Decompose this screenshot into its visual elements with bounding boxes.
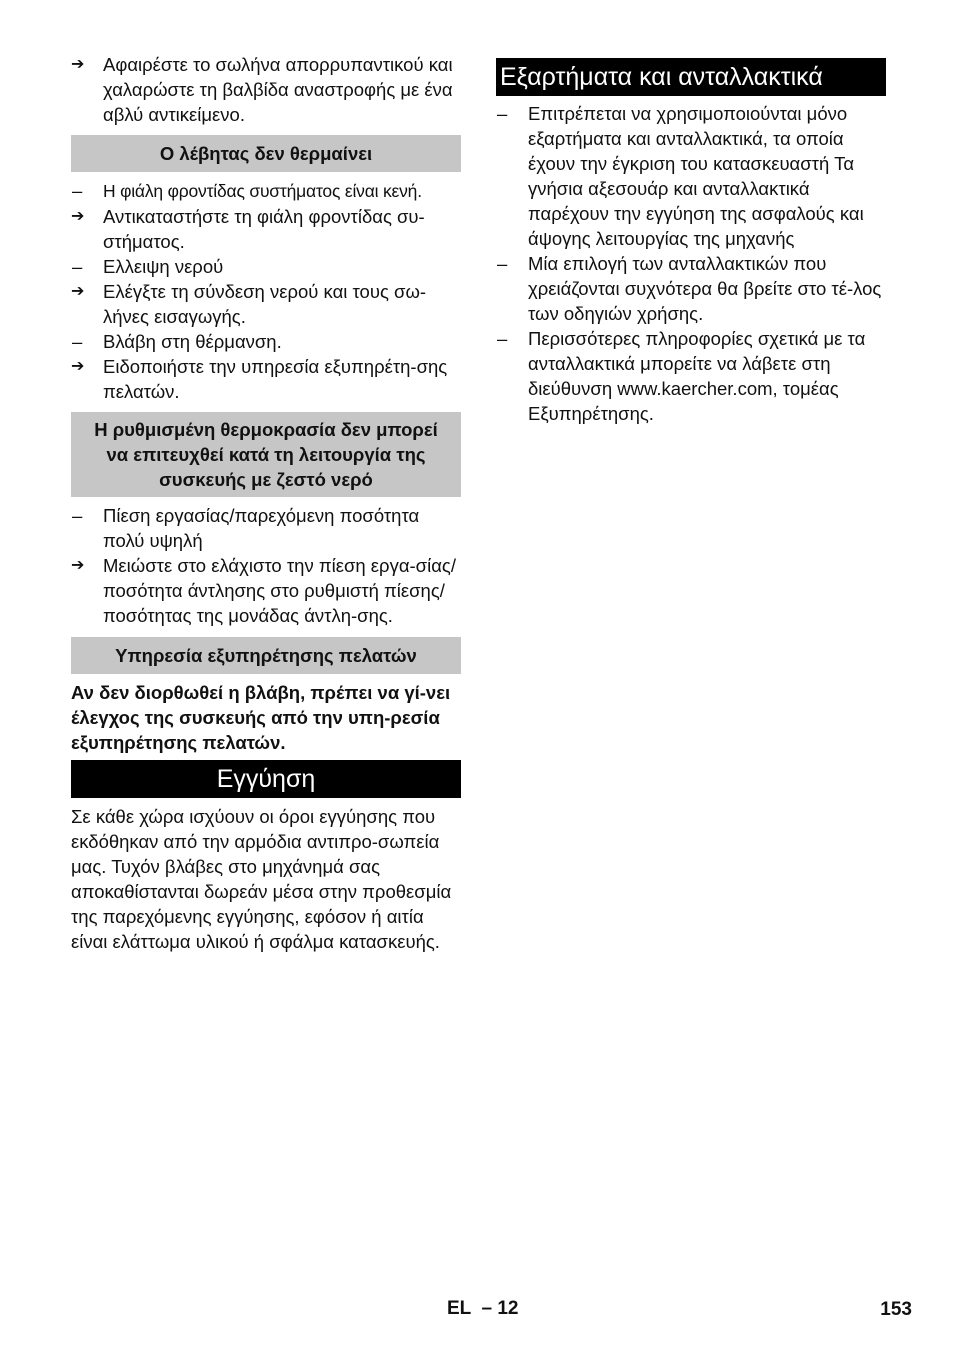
list-item xyxy=(496,101,886,251)
dash-icon: – xyxy=(72,180,83,201)
dash-icon: – xyxy=(72,331,83,352)
item-text: Ελλειψη νερού xyxy=(103,256,224,277)
list-item xyxy=(71,329,461,354)
arrow-icon: ➔ xyxy=(71,358,85,375)
item-text: Μία επιλογή των ανταλλακτικών που χρειάζονται συχνότερα θα βρείτε στο τέ-λος των οδηγιών χρήσης. xyxy=(528,253,882,324)
section-heading: Η ρυθμισμένη θερμοκρασία δεν μπορεί να επιτευχθεί κατά τη λειτουργία της συσκευής με ζεστό νερό xyxy=(71,412,461,497)
dash-icon: – xyxy=(497,328,508,349)
service-notice: Αν δεν διορθωθεί η βλάβη, πρέπει να γί-νει έλεγχος της συσκευής από την υπη-ρεσία εξυπηρέτησης πελατών. xyxy=(71,682,451,753)
item-text: Μειώστε στο ελάχιστο την πίεση εργα-σίας/ποσότητα άντλησης στο ρυθμιστή πίεσης/ποσότητας της μονάδας άντλη-σης. xyxy=(103,555,456,626)
item-text: Ειδοποιήστε την υπηρεσία εξυπηρέτη-σης πελατών. xyxy=(103,356,448,402)
warranty-text: Σε κάθε χώρα ισχύουν οι όροι εγγύησης που εκδόθηκαν από την αρμόδια αντιπρο-σωπεία μας. Τυχόν βλάβες στο μηχάνημά σας αποκαθίστανται δωρεάν μέσα στην προθεσμία της παρεχόμενης εγγύησης, εφόσον ή αιτία είναι ελάττωμα υλικού ή σφάλμα κατασκευής. xyxy=(71,806,452,952)
list-item xyxy=(71,354,461,404)
list-item xyxy=(71,254,461,279)
section-list xyxy=(71,503,461,628)
warranty-heading: Εγγύηση xyxy=(71,760,461,798)
list-item xyxy=(71,503,461,553)
section-list xyxy=(71,178,461,404)
list-item xyxy=(71,204,461,254)
dash-icon: – xyxy=(497,253,508,274)
right-column xyxy=(496,58,886,426)
dash-icon: – xyxy=(497,103,508,124)
arrow-icon: ➔ xyxy=(71,557,85,574)
item-text: Περισσότερες πληροφορίες σχετικά με τα ανταλλακτικά μπορείτε να λάβετε στη διεύθυνση www.kaercher.com, τομέας Εξυπηρέτησης. xyxy=(528,328,866,424)
item-text: Πίεση εργασίας/παρεχόμενη ποσότητα πολύ υψηλή xyxy=(103,505,420,551)
list-item xyxy=(496,326,886,426)
accessories-heading: Εξαρτήματα και ανταλλακτικά xyxy=(496,58,886,96)
section-heading: Υπηρεσία εξυπηρέτησης πελατών xyxy=(71,637,461,674)
item-text: Επιτρέπεται να χρησιμοποιούνται μόνο εξαρτήματα και ανταλλακτικά, τα οποία έχουν την έγκριση του κατασκευαστή Τα γνήσια αξεσουάρ και ανταλλακτικά παρέχουν την εγγύηση της ασφαλούς και άψογης λειτουργίας της μηχανής xyxy=(528,103,864,249)
list-item xyxy=(496,251,886,326)
section-heading: Ο λέβητας δεν θερμαίνει xyxy=(71,135,461,172)
instruction-text: Αφαιρέστε το σωλήνα απορρυπαντικού και χαλαρώστε τη βαλβίδα αναστροφής με ένα αβλύ αντικείμενο. xyxy=(103,54,453,125)
arrow-icon: ➔ xyxy=(71,208,85,225)
item-text: Αντικαταστήστε τη φιάλη φροντίδας συ-στήματος. xyxy=(103,206,425,252)
list-item xyxy=(71,178,461,204)
arrow-icon: ➔ xyxy=(71,56,85,73)
list-item xyxy=(71,52,461,127)
item-text: Βλάβη στη θέρμανση. xyxy=(103,331,282,352)
list-item xyxy=(71,553,461,628)
left-column xyxy=(71,52,461,954)
list-item xyxy=(71,279,461,329)
footer-language-code: EL – 12 xyxy=(447,1298,519,1319)
item-text: Η φιάλη φροντίδας συστήματος είναι κενή. xyxy=(103,181,422,201)
accessories-list xyxy=(496,101,886,426)
item-text: Ελέγξτε τη σύνδεση νερού και τους σω-λήνες εισαγωγής. xyxy=(103,281,427,327)
dash-icon: – xyxy=(72,505,83,526)
dash-icon: – xyxy=(72,256,83,277)
arrow-icon: ➔ xyxy=(71,283,85,300)
page-number: 153 xyxy=(880,1299,912,1320)
